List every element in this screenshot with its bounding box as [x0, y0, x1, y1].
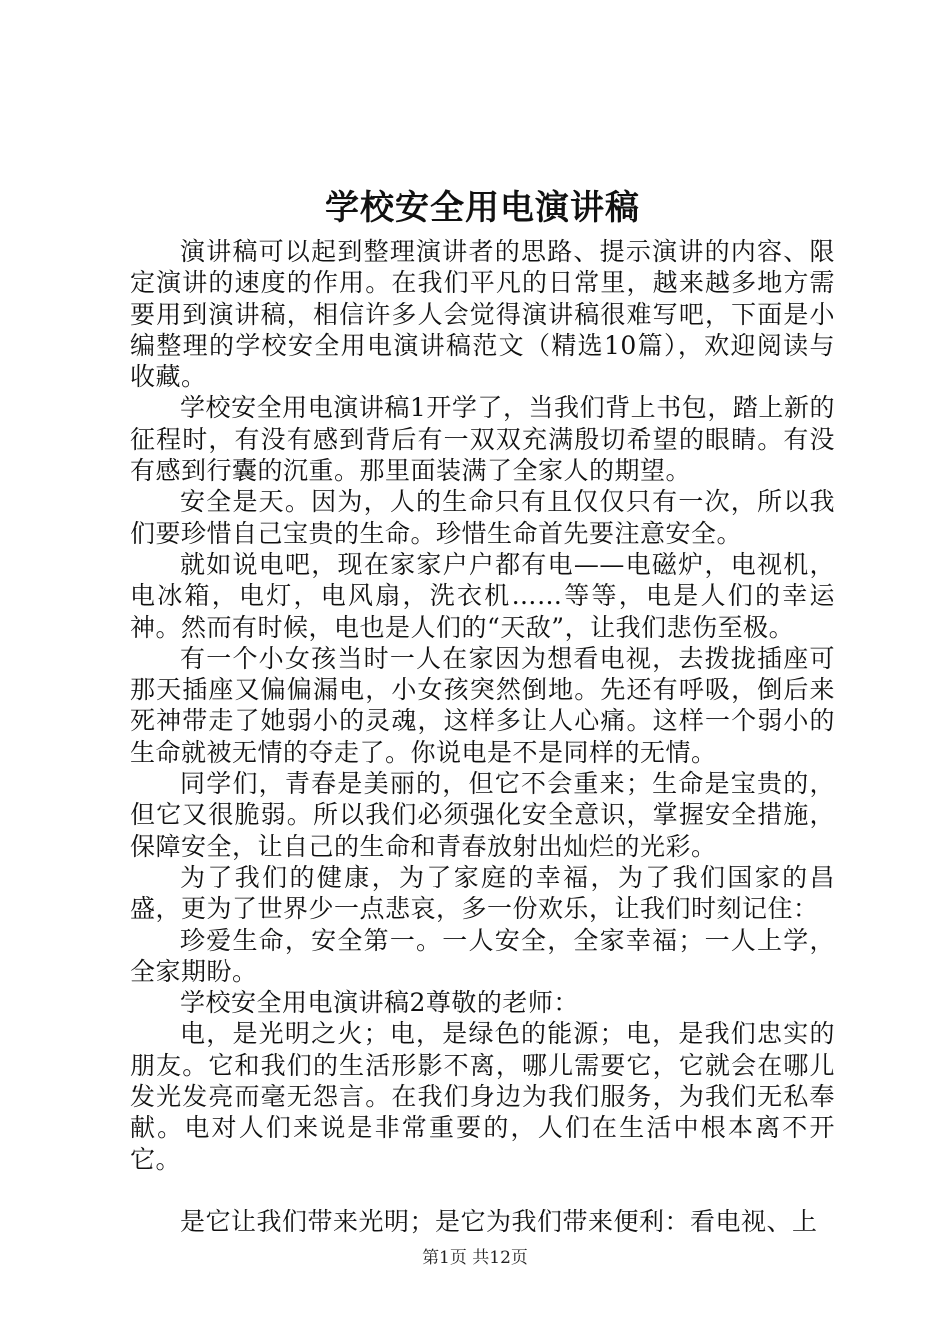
paragraph-spacer	[130, 1175, 835, 1206]
paragraph: 同学们，青春是美丽的，但它不会重来；生命是宝贵的，但它又很脆弱。所以我们必须强化安全意识，掌握安全措施，保障安全，让自己的生命和青春放射出灿烂的光彩。	[130, 769, 835, 861]
page-number-footer: 第1页 共12页	[422, 1248, 528, 1268]
paragraph-intro: 演讲稿可以起到整理演讲者的思路、提示演讲的内容、限定演讲的速度的作用。在我们平凡的日常里，越来越多地方需要用到演讲稿，相信许多人会觉得演讲稿很难写吧，下面是小编整理的学校安全用电演讲稿范文（精选10篇），欢迎阅读与收藏。	[130, 237, 835, 392]
paragraph: 珍爱生命，安全第一。一人安全，全家幸福；一人上学，全家期盼。	[130, 925, 835, 986]
paragraph: 是它让我们带来光明；是它为我们带来便利：看电视、上	[180, 1206, 818, 1236]
document-page	[130, 180, 835, 1237]
document-title: 学校安全用电演讲稿	[325, 188, 640, 228]
paragraph: 为了我们的健康，为了家庭的幸福，为了我们国家的昌盛，更为了世界少一点悲哀，多一份欢乐，让我们时刻记住：	[130, 862, 835, 924]
paragraph: 电，是光明之火；电，是绿色的能源；电，是我们忠实的朋友。它和我们的生活形影不离，哪儿需要它，它就会在哪儿发光发亮而毫无怨言。在我们身边为我们服务，为我们无私奉献。电对人们来说是非常重要的，人们在生活中根本离不开它。	[130, 1019, 835, 1174]
paragraph: 有一个小女孩当时一人在家因为想看电视，去拨拢插座可那天插座又偏偏漏电，小女孩突然倒地。先还有呼吸，倒后来死神带走了她弱小的灵魂，这样多让人心痛。这样一个弱小的生命就被无情的夺走了。你说电是不是同样的无情。	[130, 643, 835, 767]
section-heading: 学校安全用电演讲稿2尊敬的老师：	[180, 988, 579, 1018]
paragraph: 学校安全用电演讲稿1开学了，当我们背上书包，踏上新的征程时，有没有感到背后有一双双充满殷切希望的眼睛。有没有感到行囊的沉重。那里面装满了全家人的期望。	[130, 393, 835, 486]
paragraph: 安全是天。因为，人的生命只有且仅仅只有一次，所以我们要珍惜自己宝贵的生命。珍惜生命首先要注意安全。	[130, 487, 835, 548]
paragraph: 就如说电吧，现在家家户户都有电——电磁炉，电视机，电冰箱，电灯，电风扇，洗衣机……等等，电是人们的幸运神。然而有时候，电也是人们的“天敌”，让我们悲伤至极。	[130, 549, 835, 642]
